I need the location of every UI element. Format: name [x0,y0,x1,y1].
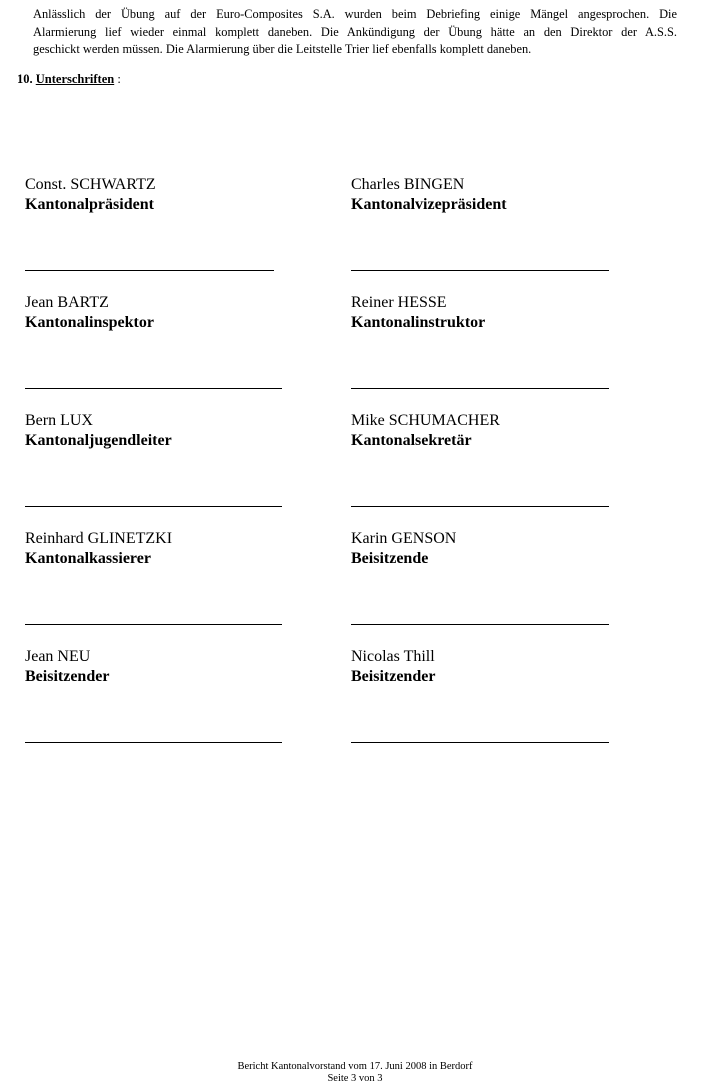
signature-block [25,293,325,333]
signature-block [25,647,325,687]
signatory-name: Jean BARTZ [25,294,109,311]
signatory-name: Bern LUX [25,412,93,429]
signature-line [351,624,609,625]
signatory-role: Beisitzender [25,668,110,685]
signature-block [25,175,325,215]
signatory-role: Kantonalinstruktor [351,314,486,331]
signature-block [351,175,651,215]
signature-line [351,506,609,507]
intro-line: geschickt werden müssen. Die Alarmierung über die Leitstelle Trier lief ebenfalls komplett daneben. [33,42,532,56]
signature-block [25,411,325,451]
signatory-name: Mike SCHUMACHER [351,412,500,429]
signatory-name: Jean NEU [25,648,91,665]
signature-block [351,411,651,451]
footer-report-title: Bericht Kantonalvorstand vom 17. Juni 2008 in Berdorf [237,1061,473,1072]
signatory-name: Nicolas Thill [351,648,435,665]
page-footer [0,1061,710,1085]
signature-line [25,506,282,507]
signature-line [25,270,274,271]
intro-line: Alarmierung lief wieder einmal komplett daneben. Die Ankündigung der Übung hätte an den Direktor der A.S.S. [33,24,677,39]
section-suffix: : [114,72,121,86]
signatory-role: Kantonalkassierer [25,550,151,567]
intro-paragraph [33,6,677,59]
signatory-role: Kantonalsekretär [351,432,472,449]
section-heading [17,71,121,87]
signatory-role: Beisitzender [351,668,436,685]
signature-line [351,742,609,743]
signatory-role: Kantonalpräsident [25,196,154,213]
signature-block [351,529,651,569]
signatory-name: Karin GENSON [351,530,457,547]
signatory-name: Reiner HESSE [351,294,447,311]
signature-line [25,742,282,743]
signature-line [25,388,282,389]
signature-line [25,624,282,625]
signatory-role: Beisitzende [351,550,429,567]
signatory-name: Const. SCHWARTZ [25,176,156,193]
section-number: 10. [17,72,33,86]
signature-block [351,647,651,687]
signatory-role: Kantonalvizepräsident [351,196,507,213]
signatory-name: Charles BINGEN [351,176,465,193]
intro-line: Anlässlich der Übung auf der Euro-Composites S.A. wurden beim Debriefing einige Mängel angesprochen. Die [33,7,677,21]
signature-block [25,529,325,569]
signature-line [351,388,609,389]
signature-block [351,293,651,333]
signatory-role: Kantonalinspektor [25,314,154,331]
signature-line [351,270,609,271]
footer-page-number: Seite 3 von 3 [327,1073,383,1084]
section-title: Unterschriften [35,72,115,86]
signatory-role: Kantonaljugendleiter [25,432,172,449]
signatory-name: Reinhard GLINETZKI [25,530,173,547]
